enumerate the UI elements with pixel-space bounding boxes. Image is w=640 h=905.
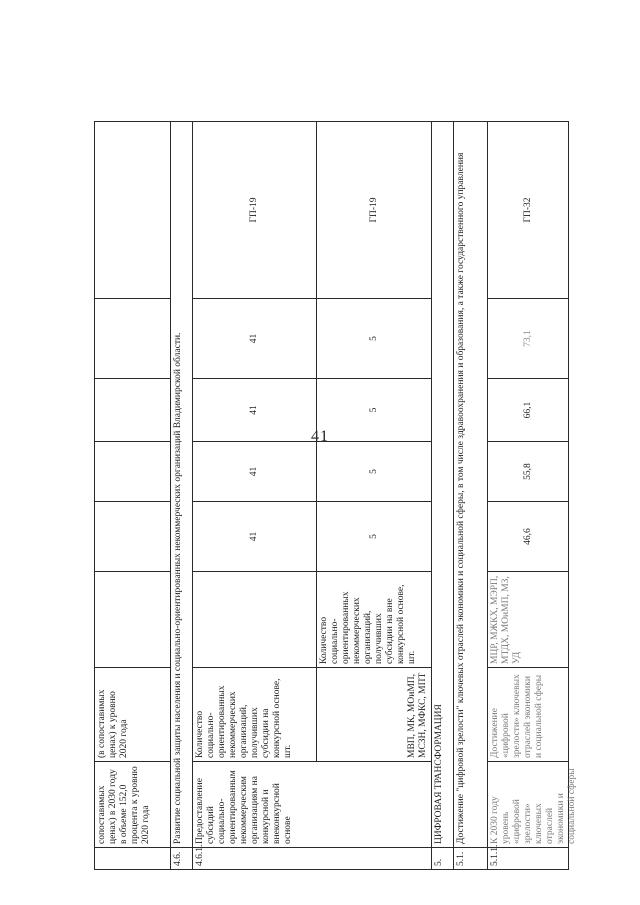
row-number-cell: 4.6. — [170, 848, 192, 870]
value-cell: 5 — [316, 379, 431, 442]
goal-cell: Предоставление субсидий социально-ориентированным некоммерческим организациям на конкурсной и внеконкурсной основе — [192, 762, 361, 848]
row-number-cell: 5. — [431, 848, 453, 870]
indicator-cell: Количество социально-ориентированных некоммерческих организаций, получивших субсидии на конкурсной основе, шт. — [192, 668, 316, 762]
value-cell: 41 — [192, 379, 316, 442]
row-number-cell — [94, 848, 170, 870]
value-cell: 41 — [192, 502, 316, 572]
value-cell: 55,8 — [487, 442, 569, 502]
program-cell: ГП-19 — [192, 121, 316, 299]
section-title: ЦИФРОВАЯ ТРАНСФОРМАЦИЯ — [431, 121, 453, 848]
value-cell: 5 — [316, 502, 431, 572]
indicator-continuation-cell: (в сопоставимых ценах) к уровню 2020 года — [94, 668, 170, 762]
program-cell — [94, 121, 170, 299]
value-cell: 5 — [316, 299, 431, 379]
value-cell — [94, 502, 170, 572]
row-number-cell — [361, 848, 431, 870]
value-cell: 41 — [192, 442, 316, 502]
executors-cell — [94, 572, 170, 668]
value-cell — [94, 379, 170, 442]
executors-cell: МВП, МК, МОиМП, МСЗН, МФКС, МПТ — [316, 668, 431, 762]
program-cell: ГП-19 — [316, 121, 431, 299]
table-rotation-frame — [94, 121, 577, 870]
indicators-table — [94, 121, 577, 870]
goal-continuation-cell: сопоставимых ценах) в 2030 году в объеме 152,0 процента к уровню 2020 года — [94, 762, 170, 848]
row-number-cell: 5.1.1. — [487, 848, 569, 870]
value-cell: 5 — [316, 442, 431, 502]
indicator-cell: Достижение «цифровой зрелости» ключевых отраслей экономики и социальной сферы — [487, 668, 569, 762]
value-cell — [94, 442, 170, 502]
goal-cell — [361, 762, 431, 848]
section-title: Развитие социальной защиты населения и социально-ориентированных некоммерческих организаций Владимирской области. — [170, 121, 192, 848]
section-title: Достижение "цифровой зрелости" ключевых отраслей экономики и социальной сферы, в том числе здравоохранения и образования, а также государственного управления — [453, 121, 487, 848]
indicator-cell: Количество социально-ориентированных некоммерческих организаций, получивших субсидии на вне конкурсной основе, шт. — [316, 572, 431, 668]
value-cell: 73,1 — [487, 299, 569, 379]
value-cell: 66,1 — [487, 379, 569, 442]
executors-cell — [192, 572, 316, 668]
executors-cell: МЦР, МЖКХ, МЭРП, МТДХ, МОиМП, МЗ, УД — [487, 572, 569, 668]
value-cell — [94, 299, 170, 379]
value-cell: 41 — [192, 299, 316, 379]
row-number-cell: 5.1. — [453, 848, 487, 870]
page-number: 41 — [311, 428, 329, 445]
value-cell: 46,6 — [487, 502, 569, 572]
program-cell: ГП-32 — [487, 121, 569, 299]
row-number-cell: 4.6.1. — [192, 848, 361, 870]
goal-cell: К 2030 году уровень «цифровой зрелости» ключевых отраслей экономики и социальной сферы — [487, 762, 569, 848]
